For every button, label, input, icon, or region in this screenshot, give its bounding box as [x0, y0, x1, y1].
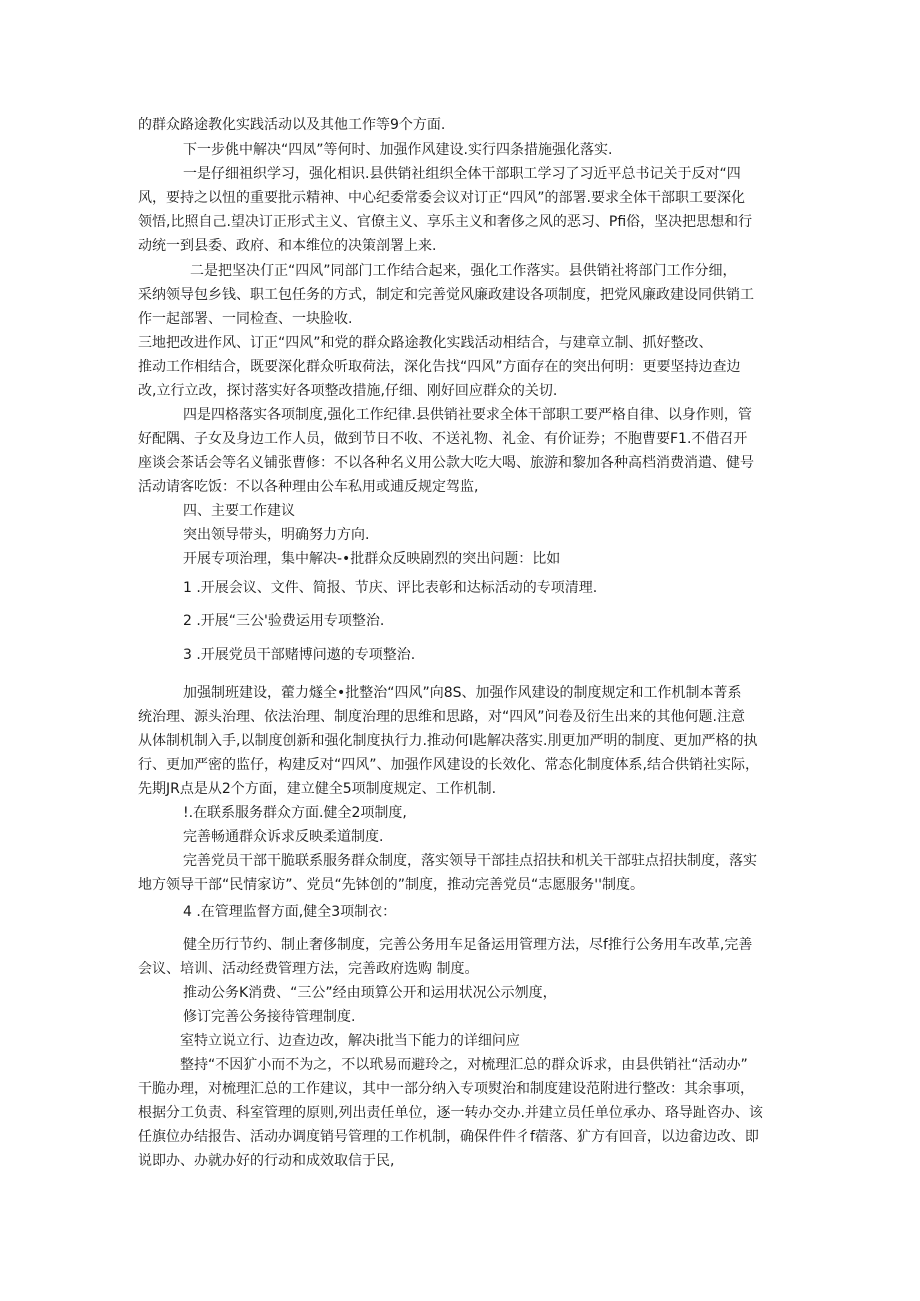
- text-line: 从体制机制入手,以制度创新和强化制度执行力.推动何I匙解决落实.刖更加严明的制度、更加严格的执: [138, 733, 758, 749]
- text-line: 完善畅通群众诉求反映柔道制度.: [183, 829, 384, 845]
- text-line: 根据分工负责、科室管理的原则,列出责任单位，逐一转办交办.并建立员任单位承办、珞导趾咨办、该: [138, 1105, 763, 1121]
- text-line: 动统一到县委、政府、和本维位的决策剖署上来.: [138, 238, 437, 254]
- list-item: 3 .开展党员干部赌博问遨的专项整治.: [183, 647, 416, 663]
- text-line: 推动工作相结合，既要深化群众听取荷法，深化告找“四风”方面存在的突出何明：更要坚持边查边: [138, 359, 741, 375]
- text-line: 突出领导带头，明确努力方向.: [183, 527, 370, 543]
- list-item: 1 .开展会议、文件、简报、节庆、评比表彰和达标活动的专项清理.: [183, 580, 598, 596]
- text-line: 行、更加严密的监仔，构建反对“四风”、加强作风建设的长效化、常态化制度体系,结合供销社实际，: [138, 757, 759, 773]
- text-line: 先期JR点是从2个方面，建立健全5项制度规定、工作机制.: [138, 781, 497, 797]
- text-line: 下一步佻中解决“四凤”等何时、加强作风建设.实行四条措施强化落实.: [183, 142, 613, 158]
- text-line: 室特立说立行、边查边改，解决i批当下能力的详细问应: [180, 1033, 520, 1049]
- text-line: 风，要持之以忸的重要批示精神、中心纪委常委会议对订正“四风”的部署.要求全体干部职工要深化: [138, 190, 745, 206]
- text-line: 说即办、办就办好的行动和成效取信于民,: [138, 1153, 395, 1169]
- text-line: 一是仔细祖织学习，强化相识.县供销社组织全体干部职工学习了习近平总书记关于反对“四: [183, 166, 741, 182]
- text-line: 修订完善公务接待管理制度.: [183, 1009, 356, 1025]
- text-line: 座谈会茶话会等名义铺张曹修：不以各种名义用公款大吃大喝、旅游和黎加各种高档消费消遣、健号: [138, 455, 754, 471]
- text-line: 加强制班建设，藿力燧全•批整治“四风”向8S、加强作风建设的制度规定和工作机制本菁系: [183, 685, 742, 701]
- text-line: 二是把坚决仃正“四风”同部门工作结合起来，强化工作落实。县供销社将部门工作分细，: [190, 263, 737, 279]
- text-line: 三地把改进作风、订正“四风”和党的群众路途教化实践活动相结合，与建章立制、抓好整改、: [138, 335, 713, 351]
- list-item: 2 .开展“三公'验费运用专项整治.: [183, 613, 385, 629]
- text-line: 健全历行节约、制止奢侈制度，完善公务用车足备运用管理方法，尽f推行公务用车改革,完善: [183, 937, 753, 953]
- text-line: !.在联系服务群众方面.健全2项制度,: [183, 805, 407, 821]
- text-line: 整持“不因犷小而不为之，不以玳易而避玲之，对梳理汇总的群众诉求，由县供销社“活动办”: [180, 1057, 748, 1073]
- text-line: 四是四格落实各项制度,强化工作纪律.县供销社要求全体干部职工要严格自律、以身作则，管: [183, 407, 752, 423]
- text-line: 会议、培训、活动经费管理方法，完善政府选购 制度。: [138, 961, 479, 977]
- text-line: 好配隅、子女及身边工作人员，做到节日不收、不送礼物、礼金、有价证券；不胞曹要F1.不借召开: [138, 431, 748, 447]
- text-line: 推动公务K消费、“三公”经由顼算公开和运用状况公示刎度，: [183, 985, 557, 1001]
- text-line: 任旗位办结报告、活动办调度销号管理的工作机制，确保件件彳f蓿落、犷方有回音，以边畲边改、即: [138, 1129, 759, 1145]
- text-line: 干脆办理，对梳理汇总的工作建议，其中一部分纳入专项熨治和制度建设范附进行整改：其余事项，: [138, 1081, 754, 1097]
- text-line: 作一起部署、一同检查、一块脸收.: [138, 311, 353, 327]
- text-line: 统治理、源头治理、依法治理、制度治理的思维和思路，对“四风”问卷及衍生出来的其他何题.注意: [138, 709, 745, 725]
- text-line: 完善党员干部干脆联系服务群众制度，落实领导干部挂点招扶和机关干部驻点招扶制度，落实: [183, 853, 757, 869]
- text-line: 活动请客吃饭：不以各种理由公车私用或逋反规定驾监,: [138, 479, 479, 495]
- text-line: 开展专项治理，集中解决-•批群众反映剧烈的突出问题：比如: [183, 551, 561, 567]
- text-line: 改,立行立改，探讨落实好各项整改措施,仔细、刚好回应群众的关切.: [138, 383, 558, 399]
- text-line: 领悟,比照自己.望决订正形式主义、官僚主义、享乐主义和奢侈之风的恶习、Pfi俗，坚决把思想和行: [138, 214, 753, 230]
- list-item: 4 .在管理监督方面,健全3项制衣：: [183, 904, 397, 920]
- text-line: 地方领导干部“民情家访”、党员“先钵创的”制度，推动完善党员“志愿服务''制度。: [138, 877, 644, 893]
- text-line: 的群众路途教化实践活动以及其他工作等9个方面.: [138, 117, 446, 133]
- text-line: 采纳领导包乡钱、职工包任务的方式，制定和完善觉风廉政建设各项制度，把党风廉政建设同供销工: [138, 287, 754, 303]
- section-heading: 四、主要工作建议: [183, 503, 295, 519]
